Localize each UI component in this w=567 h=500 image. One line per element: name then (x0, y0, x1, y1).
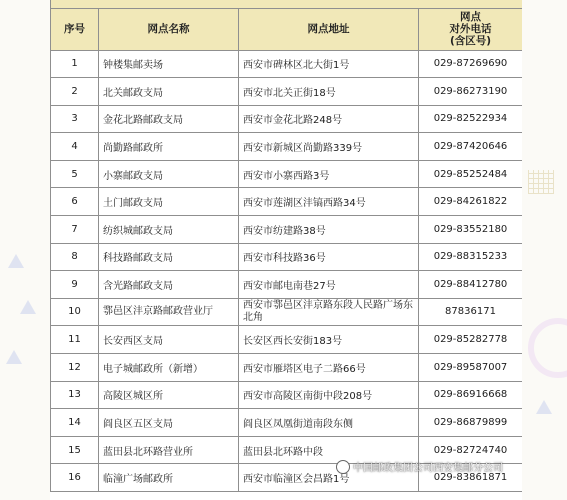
header-phone-line3: (含区号) (449, 35, 492, 47)
cell-address: 西安市金花北路248号 (239, 105, 419, 133)
cell-address: 西安市临潼区会昌路1号 (239, 464, 419, 492)
cell-address: 西安市邮电南巷27号 (239, 271, 419, 299)
decorative-grid (528, 170, 554, 194)
decorative-circle (528, 318, 567, 378)
cell-name: 土门邮政支局 (99, 188, 239, 216)
cell-address: 西安市科技路36号 (239, 243, 419, 271)
cell-index: 4 (51, 133, 99, 161)
cell-address: 西安市莲湖区沣镐西路34号 (239, 188, 419, 216)
table-body (51, 50, 523, 492)
cell-phone: 029-82522934 (419, 105, 523, 133)
cell-index: 8 (51, 243, 99, 271)
table-row (51, 78, 523, 106)
table-row (51, 216, 523, 244)
cell-address: 西安市雁塔区电子二路66号 (239, 354, 419, 382)
table-row (51, 50, 523, 78)
cell-name: 含光路邮政支局 (99, 271, 239, 299)
cell-index: 10 (51, 298, 99, 326)
cell-phone: 029-85282778 (419, 326, 523, 354)
cell-phone: 029-82724740 (419, 436, 523, 464)
cell-address: 西安市碑林区北大街1号 (239, 50, 419, 78)
table-row (51, 105, 523, 133)
cell-name: 金花北路邮政支局 (99, 105, 239, 133)
cell-index: 5 (51, 160, 99, 188)
cell-phone: 029-87420646 (419, 133, 523, 161)
cell-phone: 029-86916668 (419, 381, 523, 409)
decorative-triangle (6, 350, 22, 364)
cell-address: 长安区西长安街183号 (239, 326, 419, 354)
cell-phone: 029-88315233 (419, 243, 523, 271)
cell-index: 13 (51, 381, 99, 409)
cell-phone: 029-87269690 (419, 50, 523, 78)
cell-index: 14 (51, 409, 99, 437)
cell-index: 16 (51, 464, 99, 492)
cell-phone: 029-83861871 (419, 464, 523, 492)
cell-name: 钟楼集邮卖场 (99, 50, 239, 78)
header-phone (419, 8, 523, 50)
table-row (51, 409, 523, 437)
cell-index: 9 (51, 271, 99, 299)
cell-index: 6 (51, 188, 99, 216)
table-row (51, 160, 523, 188)
header-top-strip (51, 0, 523, 8)
table-row (51, 271, 523, 299)
cell-phone: 029-89587007 (419, 354, 523, 382)
cell-phone: 029-83552180 (419, 216, 523, 244)
cell-index: 11 (51, 326, 99, 354)
cell-name: 鄠邑区沣京路邮政营业厅 (99, 298, 239, 326)
cell-phone: 029-84261822 (419, 188, 523, 216)
header-strip-cell (51, 0, 523, 8)
post-office-table-sheet (50, 0, 522, 500)
table-row (51, 243, 523, 271)
cell-phone: 87836171 (419, 298, 523, 326)
cell-address: 西安市高陵区南街中段208号 (239, 381, 419, 409)
table-row (51, 133, 523, 161)
cell-address: 蓝田县北环路中段 (239, 436, 419, 464)
cell-phone: 029-86273190 (419, 78, 523, 106)
post-office-table (50, 0, 522, 492)
cell-name: 蓝田县北环路营业所 (99, 436, 239, 464)
cell-index: 15 (51, 436, 99, 464)
table-row (51, 354, 523, 382)
cell-phone: 029-88412780 (419, 271, 523, 299)
cell-name: 纺织城邮政支局 (99, 216, 239, 244)
cell-index: 2 (51, 78, 99, 106)
header-phone-line1: 网点 (460, 11, 481, 23)
decorative-triangle (8, 254, 24, 268)
watermark-text: 中国邮政集团公司西安集邮分公司 (353, 463, 503, 474)
table-row (51, 326, 523, 354)
cell-name: 高陵区城区所 (99, 381, 239, 409)
cell-address: 西安市新城区尚勤路339号 (239, 133, 419, 161)
cell-index: 3 (51, 105, 99, 133)
cell-address: 西安市小寨西路3号 (239, 160, 419, 188)
cell-index: 7 (51, 216, 99, 244)
cell-index: 12 (51, 354, 99, 382)
table-row (51, 188, 523, 216)
watermark (336, 459, 503, 474)
header-phone-line2: 对外电话 (449, 23, 492, 35)
table-row (51, 298, 523, 326)
table-header-row (51, 8, 523, 50)
cell-index: 1 (51, 50, 99, 78)
cell-address: 西安市纺建路38号 (239, 216, 419, 244)
cell-address: 阎良区凤凰街道南段东侧 (239, 409, 419, 437)
cell-address: 西安市鄠邑区沣京路东段人民路广场东北角 (239, 298, 419, 326)
cell-name: 北关邮政支局 (99, 78, 239, 106)
cell-phone: 029-85252484 (419, 160, 523, 188)
cell-name: 科技路邮政支局 (99, 243, 239, 271)
decorative-triangle (536, 400, 552, 414)
decorative-triangle (20, 300, 36, 314)
header-address: 网点地址 (239, 8, 419, 50)
cell-name: 电子城邮政所（新增） (99, 354, 239, 382)
table-row (51, 381, 523, 409)
cell-name: 尚勤路邮政所 (99, 133, 239, 161)
cell-name: 小寨邮政支局 (99, 160, 239, 188)
cell-name: 阎良区五区支局 (99, 409, 239, 437)
cell-name: 长安西区支局 (99, 326, 239, 354)
header-name: 网点名称 (99, 8, 239, 50)
wechat-icon (336, 460, 350, 474)
cell-phone: 029-86879899 (419, 409, 523, 437)
cell-address: 西安市北关正街18号 (239, 78, 419, 106)
header-index: 序号 (51, 8, 99, 50)
cell-name: 临潼广场邮政所 (99, 464, 239, 492)
